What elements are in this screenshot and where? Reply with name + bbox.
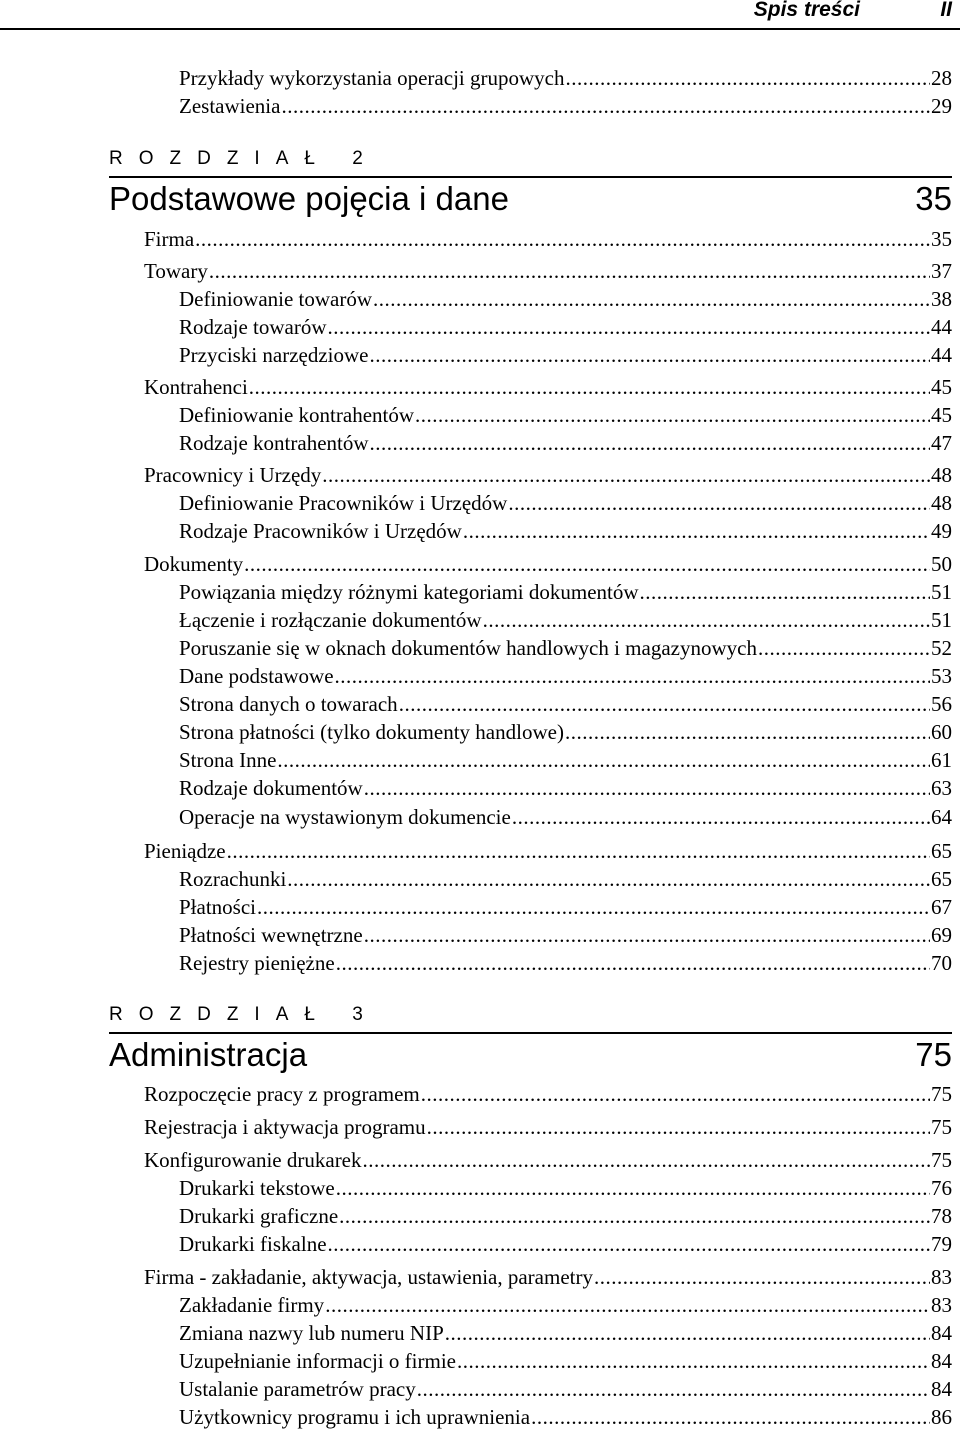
toc-entry-page: 83 [931, 1265, 952, 1289]
toc-entry-page: 48 [931, 491, 952, 515]
toc-entry-title: Firma - zakładanie, aktywacja, ustawienia, parametry [144, 1265, 593, 1289]
toc-entry[interactable] [144, 1264, 952, 1290]
toc-entry-page: 78 [931, 1204, 952, 1228]
toc-entry-page: 61 [931, 748, 952, 772]
toc-entry[interactable] [179, 1203, 952, 1229]
toc-leader [508, 490, 930, 516]
toc-leader [336, 1175, 930, 1201]
toc-entry-page: 56 [931, 692, 952, 716]
toc-entry-title: Definiowanie kontrahentów [179, 403, 415, 427]
toc-entry[interactable] [179, 747, 952, 773]
toc-leader [483, 607, 930, 633]
toc-entry-page: 44 [931, 343, 952, 367]
toc-entry[interactable] [179, 894, 952, 920]
toc-leader [325, 1292, 930, 1318]
toc-entry-title: Ustalanie parametrów pracy [179, 1377, 416, 1401]
toc-entry[interactable] [179, 635, 952, 661]
toc-leader [335, 663, 930, 689]
toc-entry[interactable] [179, 775, 952, 801]
toc-entry-page: 49 [931, 519, 952, 543]
toc-leader [364, 775, 930, 801]
toc-leader [249, 374, 930, 400]
toc-entry-page: 47 [931, 431, 952, 455]
toc-leader [373, 286, 930, 312]
toc-entry[interactable] [144, 551, 952, 577]
toc-entry-title: Pieniądze [144, 839, 226, 863]
toc-entry-title: Drukarki graficzne [179, 1204, 339, 1228]
toc-leader [322, 462, 930, 488]
toc-entry[interactable] [179, 342, 952, 368]
running-header [0, 0, 960, 30]
toc-entry[interactable] [179, 663, 952, 689]
toc-entry[interactable] [144, 1114, 952, 1140]
toc-entry-title: Zakładanie firmy [179, 1293, 325, 1317]
toc-entry-page: 75 [931, 1148, 952, 1172]
toc-entry-title: Dane podstawowe [179, 664, 334, 688]
toc-entry[interactable] [144, 258, 952, 284]
chapter-title: Podstawowe pojęcia i dane [109, 180, 509, 217]
toc-entry[interactable] [179, 1292, 952, 1318]
toc-leader [244, 551, 930, 577]
toc-entry-page: 86 [931, 1405, 952, 1429]
toc-leader [370, 430, 930, 456]
toc-entry-title: Rodzaje towarów [179, 315, 327, 339]
toc-entry[interactable] [144, 462, 952, 488]
toc-entry-title: Uzupełnianie informacji o firmie [179, 1349, 456, 1373]
chapter-label: ROZDZIAŁ 3 [109, 1004, 379, 1025]
toc-entry-page: 83 [931, 1293, 952, 1317]
toc-entry[interactable] [179, 518, 952, 544]
toc-leader [363, 1147, 930, 1173]
toc-leader [209, 258, 930, 284]
toc-leader [370, 342, 930, 368]
toc-entry-page: 60 [931, 720, 952, 744]
toc-entry-page: 70 [931, 951, 952, 975]
toc-entry-title: Kontrahenci [144, 375, 248, 399]
toc-entry-title: Konfigurowanie drukarek [144, 1148, 362, 1172]
toc-entry[interactable] [179, 430, 952, 456]
toc-entry-title: Dokumenty [144, 552, 244, 576]
toc-entry-title: Rodzaje dokumentów [179, 776, 363, 800]
toc-entry-page: 48 [931, 463, 952, 487]
toc-entry[interactable] [144, 1081, 952, 1107]
toc-leader [364, 922, 930, 948]
toc-entry-title: Firma [144, 227, 195, 251]
toc-entry-page: 29 [931, 94, 952, 118]
toc-entry[interactable] [179, 804, 952, 830]
toc-entry-page: 53 [931, 664, 952, 688]
toc-entry-title: Powiązania między różnymi kategoriami dokumentów [179, 580, 639, 604]
toc-leader [758, 635, 930, 661]
toc-leader [565, 65, 930, 91]
chapter-label: ROZDZIAŁ 2 [109, 148, 379, 169]
toc-entry-page: 84 [931, 1321, 952, 1345]
toc-leader [415, 402, 930, 428]
toc-entry-page: 35 [931, 227, 952, 251]
toc-entry-title: Pracownicy i Urzędy [144, 463, 322, 487]
toc-entry[interactable] [179, 950, 952, 976]
toc-entry-page: 65 [931, 867, 952, 891]
toc-leader [336, 950, 930, 976]
toc-entry[interactable] [179, 579, 952, 605]
toc-entry[interactable] [179, 922, 952, 948]
toc-entry-title: Łączenie i rozłączanie dokumentów [179, 608, 482, 632]
toc-entry-title: Drukarki tekstowe [179, 1176, 335, 1200]
toc-entry-page: 52 [931, 636, 952, 660]
toc-entry[interactable] [179, 286, 952, 312]
header-title: Spis treści [753, 0, 860, 21]
toc-entry[interactable] [179, 1320, 952, 1346]
toc-entry-title: Rejestry pieniężne [179, 951, 335, 975]
toc-leader [328, 1231, 930, 1257]
toc-entry-title: Płatności [179, 895, 256, 919]
toc-entry[interactable] [179, 314, 952, 340]
toc-entry-page: 67 [931, 895, 952, 919]
toc-leader [195, 226, 930, 252]
toc-entry[interactable] [179, 719, 952, 745]
toc-entry-title: Towary [144, 259, 208, 283]
chapter-page: 75 [915, 1036, 952, 1073]
toc-entry-page: 45 [931, 375, 952, 399]
toc-entry-title: Definiowanie towarów [179, 287, 373, 311]
chapter-heading[interactable] [109, 1032, 952, 1074]
toc-entry[interactable] [179, 1175, 952, 1201]
toc-entry-page: 44 [931, 315, 952, 339]
toc-entry-page: 37 [931, 259, 952, 283]
toc-entry-title: Przyciski narzędziowe [179, 343, 369, 367]
toc-leader [277, 747, 930, 773]
toc-leader [640, 579, 930, 605]
toc-entry-title: Rodzaje Pracowników i Urzędów [179, 519, 462, 543]
toc-entry[interactable] [179, 490, 952, 516]
toc-entry[interactable] [179, 1404, 952, 1430]
toc-entry-page: 50 [931, 552, 952, 576]
toc-entry-title: Rejestracja i aktywacja programu [144, 1115, 426, 1139]
toc-entry-title: Rodzaje kontrahentów [179, 431, 369, 455]
chapter-page: 35 [915, 180, 952, 217]
toc-entry[interactable] [179, 1231, 952, 1257]
toc-entry-title: Strona Inne [179, 748, 277, 772]
toc-entry-title: Płatności wewnętrzne [179, 923, 363, 947]
toc-entry[interactable] [179, 1376, 952, 1402]
chapter-title: Administracja [109, 1036, 308, 1073]
toc-entry-page: 51 [931, 580, 952, 604]
toc-leader [463, 518, 930, 544]
toc-leader [287, 866, 930, 892]
toc-entry[interactable] [179, 402, 952, 428]
toc-leader [417, 1376, 930, 1402]
toc-entry-page: 79 [931, 1232, 952, 1256]
toc-entry-page: 84 [931, 1377, 952, 1401]
toc-entry-title: Poruszanie się w oknach dokumentów handlowych i magazynowych [179, 636, 757, 660]
toc-leader [399, 691, 930, 717]
toc-leader [512, 804, 930, 830]
toc-entry-page: 28 [931, 66, 952, 90]
toc-entry-title: Rozrachunki [179, 867, 287, 891]
toc-entry-page: 65 [931, 839, 952, 863]
toc-entry-title: Zmiana nazwy lub numeru NIP [179, 1321, 444, 1345]
toc-entry[interactable] [144, 838, 952, 864]
toc-leader [328, 314, 930, 340]
toc-entry-title: Strona danych o towarach [179, 692, 398, 716]
toc-leader [445, 1320, 930, 1346]
toc-leader [457, 1348, 930, 1374]
toc-entry[interactable] [179, 93, 952, 119]
toc-entry-page: 38 [931, 287, 952, 311]
toc-entry[interactable] [179, 866, 952, 892]
toc-leader [421, 1081, 930, 1107]
toc-entry-page: 51 [931, 608, 952, 632]
toc-leader [594, 1264, 930, 1290]
toc-entry-page: 75 [931, 1082, 952, 1106]
toc-entry[interactable] [144, 226, 952, 252]
toc-leader [227, 838, 930, 864]
toc-entry-title: Operacje na wystawionym dokumencie [179, 805, 511, 829]
toc-entry[interactable] [144, 1147, 952, 1173]
toc-leader [257, 894, 930, 920]
toc-leader [281, 93, 930, 119]
toc-entry[interactable] [179, 691, 952, 717]
toc-entry-title: Definiowanie Pracowników i Urzędów [179, 491, 508, 515]
toc-entry-title: Rozpoczęcie pracy z programem [144, 1082, 420, 1106]
toc-entry-title: Zestawienia [179, 94, 281, 118]
toc-leader [427, 1114, 930, 1140]
toc-leader [531, 1404, 930, 1430]
toc-entry-title: Użytkownicy programu i ich uprawnienia [179, 1405, 531, 1429]
toc-entry[interactable] [179, 607, 952, 633]
toc-entry-page: 64 [931, 805, 952, 829]
toc-entry-title: Strona płatności (tylko dokumenty handlowe) [179, 720, 564, 744]
toc-entry[interactable] [179, 65, 952, 91]
toc-entry-page: 76 [931, 1176, 952, 1200]
toc-entry-title: Drukarki fiskalne [179, 1232, 327, 1256]
toc-leader [339, 1203, 930, 1229]
toc-entry-page: 45 [931, 403, 952, 427]
toc-entry-title: Przykłady wykorzystania operacji grupowych [179, 66, 565, 90]
chapter-heading[interactable] [109, 176, 952, 218]
toc-entry-page: 84 [931, 1349, 952, 1373]
toc-entry-page: 69 [931, 923, 952, 947]
header-page-number: II [940, 0, 952, 21]
toc-entry[interactable] [179, 1348, 952, 1374]
toc-leader [565, 719, 930, 745]
toc-entry-page: 75 [931, 1115, 952, 1139]
toc-entry[interactable] [144, 374, 952, 400]
toc-entry-page: 63 [931, 776, 952, 800]
